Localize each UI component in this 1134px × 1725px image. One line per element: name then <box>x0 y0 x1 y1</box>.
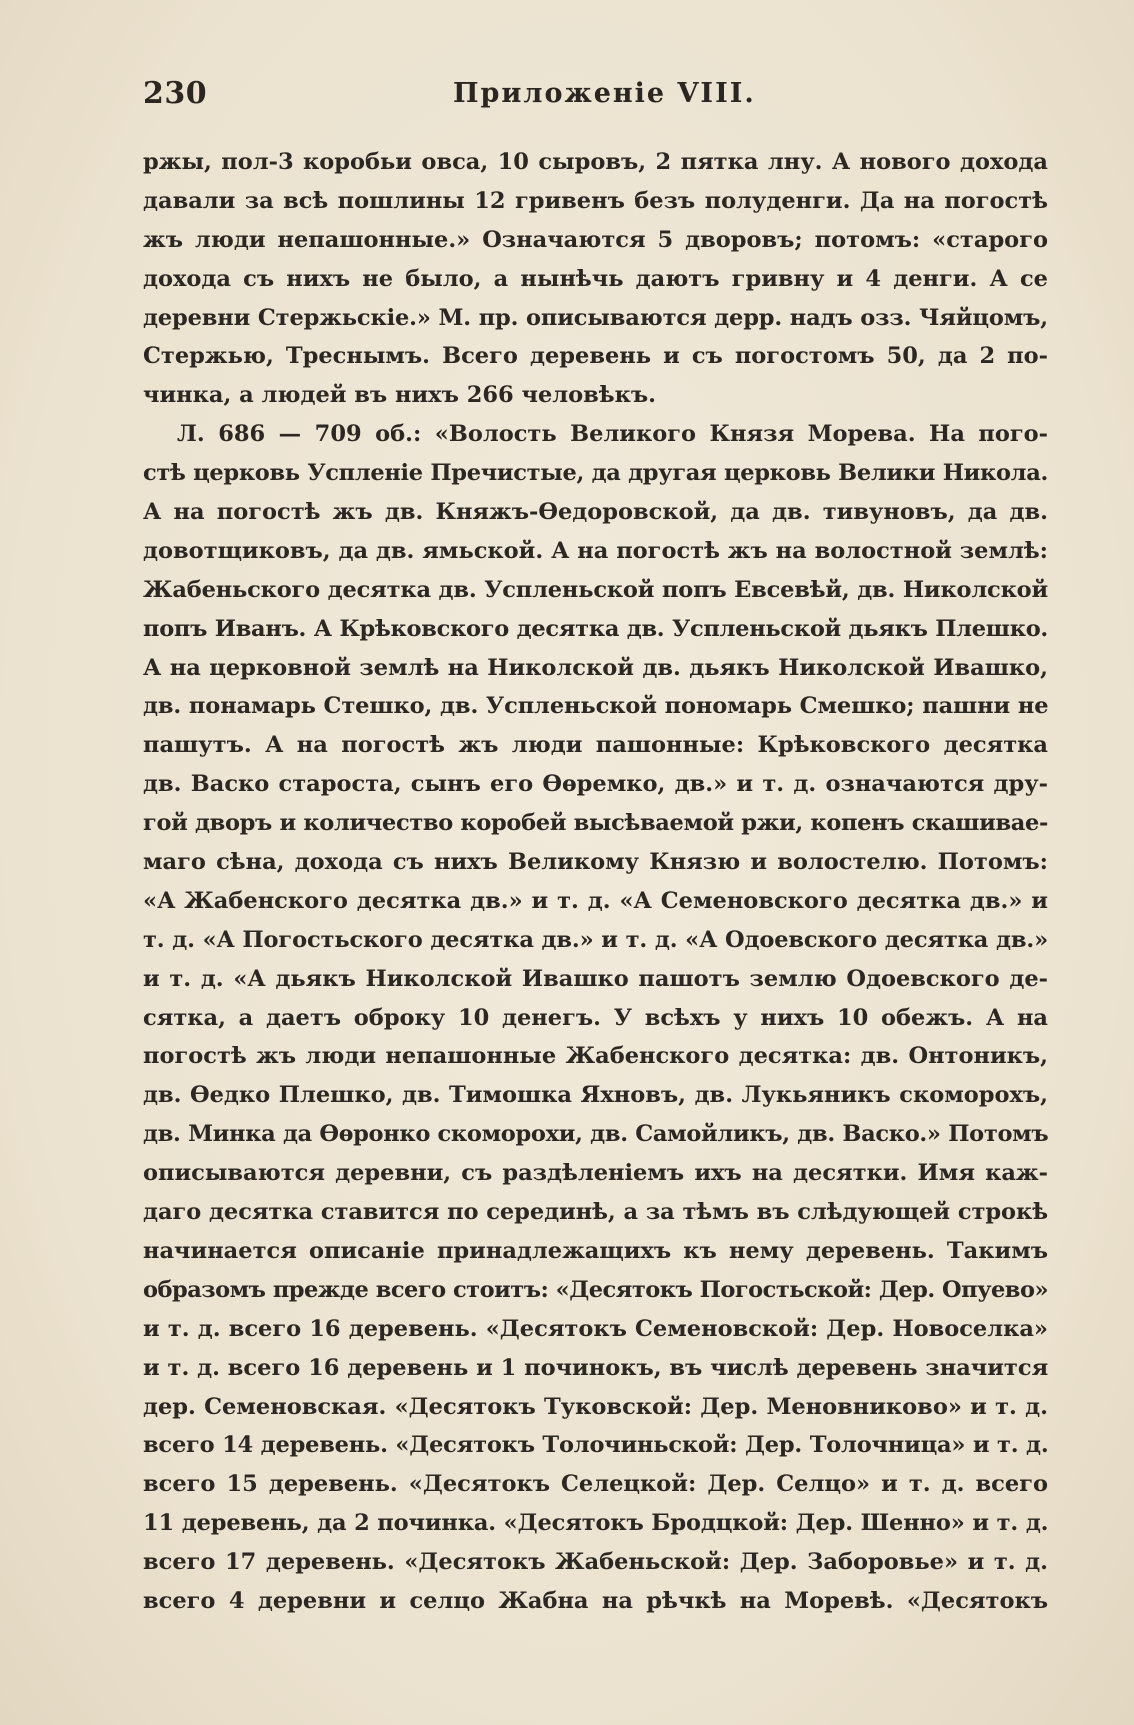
page-number: 230 <box>143 76 208 111</box>
text-line: А на церковной землѣ на Николской дв. дьякъ Николской Ивашко, <box>143 654 1048 681</box>
text-line: всего 15 деревень. «Десятокъ Селецкой: Дер. Селцо» и т. д. всего <box>143 1471 1048 1498</box>
text-line: дохода съ нихъ не было, а нынѣчь даютъ гривну и 4 денги. А се <box>143 265 1048 292</box>
text-line: Л. 686 — 709 об.: «Волость Великого Князя Морева. На пого- <box>177 421 1048 448</box>
text-line: пашутъ. А на погостѣ жъ люди пашонные: Крѣковского десятка <box>143 732 1048 759</box>
text-line: «А Жабенского десятка дв.» и т. д. «А Семеновского десятка дв.» и <box>143 887 1048 914</box>
text-line: чинка, а людей въ нихъ 266 человѣкъ. <box>143 382 656 409</box>
text-line: образомъ прежде всего стоитъ: «Десятокъ Погостьской: Дер. Опуево» <box>143 1276 1048 1303</box>
body-text <box>143 143 1048 1621</box>
text-line: дв. Ѳедко Плешко, дв. Тимошка Яхновъ, дв. Лукьяникъ скоморохъ, <box>143 1082 1048 1109</box>
text-line: дв. Минка да Ѳѳронко скоморохи, дв. Самойликъ, дв. Васко.» Потомъ <box>143 1121 1049 1148</box>
text-line: деревни Стержьскіе.» М. пр. описываются дерр. надъ озз. Чяйцомъ, <box>143 304 1048 331</box>
text-line: А на погостѣ жъ дв. Княжъ-Ѳедоровской, да дв. тивуновъ, да дв. <box>143 499 1048 526</box>
text-line: дв. Васко староста, сынъ его Ѳѳремко, дв.» и т. д. означаются дру- <box>143 771 1048 798</box>
text-line: погостѣ жъ люди непашонные Жабенского десятка: дв. Онтоникъ, <box>143 1043 1048 1070</box>
text-line: сятка, а даетъ оброку 10 денегъ. У всѣхъ у нихъ 10 обежъ. А на <box>143 1004 1048 1031</box>
text-line: ржы, пол-3 коробьи овса, 10 сыровъ, 2 пятка лну. А нового дохода <box>143 149 1048 175</box>
text-line: жъ люди непашонные.» Означаются 5 дворовъ; потомъ: «старого <box>143 226 1048 253</box>
text-line: всего 17 деревень. «Десятокъ Жабеньской: Дер. Заборовье» и т. д. <box>143 1549 1048 1576</box>
text-line: всего 14 деревень. «Десятокъ Толочиньской: Дер. Толочница» и т. д. <box>143 1432 1049 1459</box>
text-line: и т. д. всего 16 деревень и 1 починокъ, въ числѣ деревень значится <box>143 1354 1049 1381</box>
text-line: и т. д. «А дьякъ Николской Ивашко пашотъ землю Одоевского де- <box>143 965 1048 992</box>
text-line: начинается описаніе принадлежащихъ къ нему деревень. Такимъ <box>143 1237 1048 1264</box>
text-line: дв. понамарь Стешко, дв. Успленьской пономарь Смешко; пашни не <box>143 693 1049 720</box>
text-line: Стержью, Треснымъ. Всего деревень и съ погостомъ 50, да 2 по- <box>143 343 1048 370</box>
text-line: даго десятка ставится по серединѣ, а за тѣмъ въ слѣдующей строкѣ <box>143 1199 1048 1226</box>
text-line: гой дворъ и количество коробей высѣваемой ржи, копенъ скашивае- <box>143 810 1048 837</box>
text-line: попъ Иванъ. А Крѣковского десятка дв. Успленьской дьякъ Плешко. <box>143 615 1048 642</box>
text-line: стѣ церковь Успленіе Пречистые, да другая церковь Велики Никола. <box>143 460 1048 487</box>
text-line: Жабеньского десятка дв. Успленьской попъ Евсевѣй, дв. Николской <box>143 576 1048 603</box>
text-line: довотщиковъ, да дв. ямьской. А на погостѣ жъ на волостной землѣ: <box>143 537 1048 564</box>
running-title: Приложеніе VIII. <box>453 78 756 109</box>
page-header <box>143 76 1048 116</box>
text-line: т. д. «А Погостьского десятка дв.» и т. д. «А Одоевского десятка дв.» <box>143 926 1048 953</box>
text-line: и т. д. всего 16 деревень. «Десятокъ Семеновской: Дер. Новоселка» <box>143 1315 1048 1342</box>
text-line: давали за всѣ пошлины 12 гривенъ безъ полуденги. Да на погостѣ <box>143 187 1048 214</box>
text-line: всего 4 деревни и селцо Жабна на рѣчкѣ на Моревѣ. «Десятокъ <box>143 1587 1048 1614</box>
text-line: маго сѣна, дохода съ нихъ Великому Князю и волостелю. Потомъ: <box>143 849 1048 876</box>
text-line: описываются деревни, съ раздѣленіемъ ихъ на десятки. Имя каж- <box>143 1160 1048 1187</box>
text-line: дер. Семеновская. «Десятокъ Туковской: Дер. Меновниково» и т. д. <box>143 1393 1048 1420</box>
text-line: 11 деревень, да 2 починка. «Десятокъ Бродцкой: Дер. Шенно» и т. д. <box>143 1510 1049 1537</box>
